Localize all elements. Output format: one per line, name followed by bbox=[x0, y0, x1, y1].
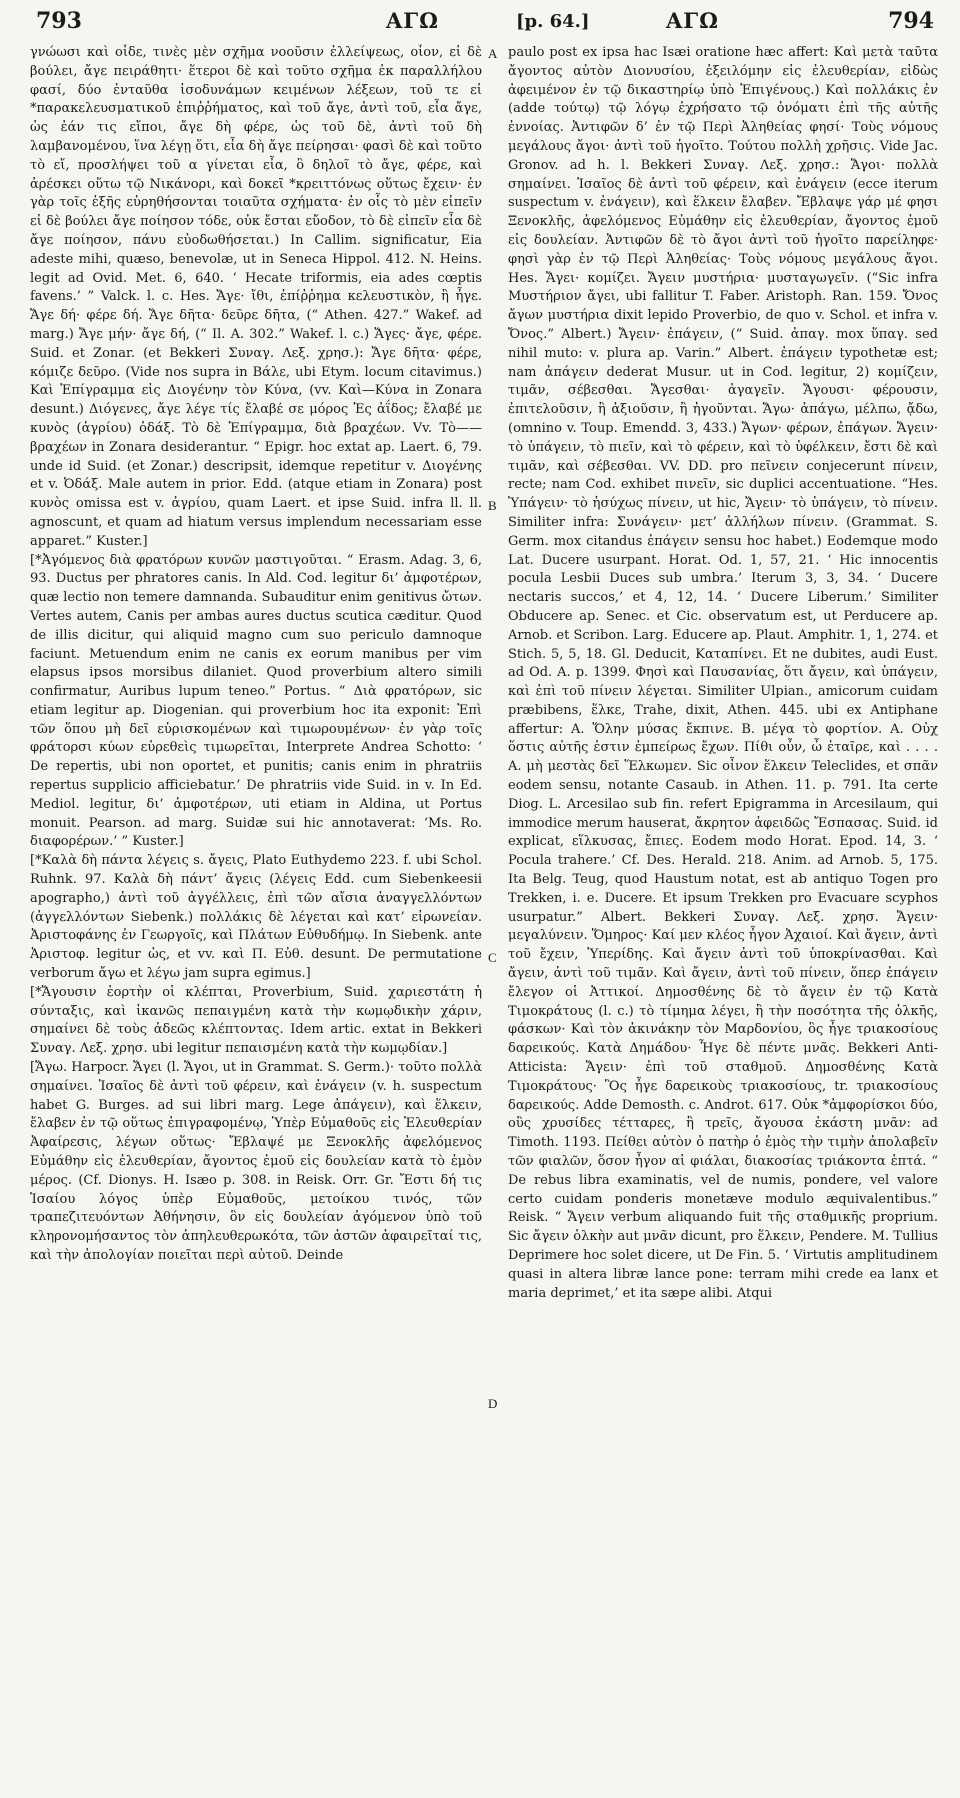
page-number-right: 794 bbox=[888, 8, 934, 34]
section-marker-a: A bbox=[488, 46, 498, 61]
left-paragraph: [*Καλὰ δὴ πάντα λέγεις s. ἄγεις, Plato Euthydemo 223. f. ubi Schol. Ruhnk. 97. Καλὰ δὴ πάντ’ ἄγεις (λέγεις Edd. cum Siebenkeesii apographo,) ἀντὶ τοῦ ἀγγέλλεις, ἐπὶ τῶν αἴσια ἀναγγελλόντων (ἀγγελλόντων Siebenk.) πολλάκις δὲ λέγεται καὶ κατ’ εἰρωνείαν. Ἀριστοφάνης ἐν Γεωργοῖς, καὶ Πλάτων Εὐθυδήμῳ. In Siebenk. ante Ἀριστοφ. legitur ὡς, et vv. καὶ Π. Εὐθ. desunt. De permutatione verborum ἄγω et λέγω jam supra egimus.] bbox=[30, 853, 482, 982]
page-header bbox=[36, 8, 934, 38]
page-reference: [p. 64.] bbox=[516, 11, 590, 32]
section-marker-d: D bbox=[488, 1396, 498, 1411]
running-title-right: ΑΓΩ bbox=[666, 8, 719, 33]
left-paragraph: [Ἄγω. Harpocr. Ἄγει (l. Ἄγοι, ut in Grammat. S. Germ.)· τοῦτο πολλὰ σημαίνει. Ἰσαῖος δὲ ἀντὶ τοῦ φέρειν, καὶ ἐνάγειν (v. h. suspectum habet G. Burges. ad sui libri marg. Lege ἀπάγειν), καὶ ἕλκειν, ἔλαβεν ἐν τῷ οὕτως ἐπιγραφομένῳ, Ὑπὲρ Εὐμαθοῦς εἰς Ἐλευθερίαν Ἀφαίρεσις, λέγων οὕτως· Ἔβλαψέ με Ξενοκλῆς ἀφελόμενος Εὐμάθην εἰς ἐλευθερίαν, ἄγοντος ἐμοῦ εἰς δουλείαν κατὰ τὸ ἐμὸν μέρος. (Cf. Dionys. H. Isæo p. 308. in Reisk. Orr. Gr. Ἔστι δή τις Ἰσαίου λόγος ὑπὲρ Εὐμαθοῦς, μετοίκου τινός, τῶν τραπεζιτευόντων Ἀθήνησιν, ὃν εἰς δουλείαν ἀγόμενον ὑπὸ τοῦ κληρονομήσαντος τὸν ἀπηλευθερωκότα, τῶν ἀστῶν ἀφαιρεῖταί τις, καὶ τὴν ἀπολογίαν ποιεῖται περὶ αὐτοῦ. Deinde bbox=[30, 1060, 482, 1263]
right-paragraph: paulo post ex ipsa hac Isæi oratione hæc affert: Καὶ μετὰ ταῦτα ἄγοντος αὐτὸν Διονυσίου, ἐξειλόμην εἰς ἐλευθερίαν, εἰδὼς ἀφειμένον ἐν τῷ δικαστηρίῳ ὑπὸ Ἐπιγένους.) Καὶ πολλάκις ἐν (adde τούτῳ) τῷ λόγῳ ἐχρήσατο τῷ ὀνόματι ἐπὶ τῆς αὐτῆς ἐννοίας. Ἀντιφῶν δ’ ἐν τῷ Περὶ Ἀληθείας φησί· Τοὺς νόμους μεγάλους ἄγοι· ἀντὶ τοῦ ἡγοῖτο. Τούτου πολλὴ χρῆσις. Vide Jac. Gronov. ad h. l. Bekkeri Συναγ. Λεξ. χρησ.: Ἄγοι· πολλὰ σημαίνει. Ἰσαῖος δὲ ἀντὶ τοῦ φέρειν, καὶ ἐνάγειν (ecce iterum suspectum v. ἐνάγειν), καὶ ἕλκειν ἔλαβεν. Ἔβλαψε γάρ μέ φησι Ξενοκλῆς, ἀφελόμενος Εὐμάθην εἰς ἐλευθερίαν, ἄγοντος ἐμοῦ εἰς δουλείαν. Ἀντιφῶν δὲ τὸ ἄγοι ἀντὶ τοῦ ἡγοῖτο παρείληφε· φησὶ γὰρ ἐν τῷ Περὶ Ἀληθείας· Τοὺς νόμους μεγάλους ἄγοι. Hes. Ἄγει· κομίζει. Ἄγειν μυστήρια· μυσταγωγεῖν. (“Sic infra Μυστήριον ἄγει, ubi fallitur T. Faber. Aristoph. Ran. 159. Ὄνος ἄγων μυστήρια dixit lepido Proverbio, de quo v. Schol. et infra v. Ὄνος.” Albert.) Ἄγειν· ἐπάγειν, (“ Suid. ἀπαγ. mox ὕπαγ. sed nihil muto: v. plura ap. Varin.” Albert. ἐπάγειν typothetæ est; nam ἀπάγειν dederat Musur. ut in Cod. legitur, 2) κομίζειν, τιμᾶν, σέβεσθαι. Ἄγεσθαι· ἀγαγεῖν. Ἄγουσι· φέρουσιν, ἐπιτελοῦσιν, ἢ ἀξιοῦσιν, ἢ ἡγοῦνται. Ἄγω· ἀπάγω, μέλπω, ᾄδω, (omnino v. Toup. Emendd. 3, 433.) Ἄγων· φέρων, ἐπάγων. Ἄγειν· τὸ ὑπάγειν, τὸ πιεῖν, καὶ τὸ φέρειν, καὶ τὸ ὑφέλκειν, ἔστι δὲ καὶ τιμᾶν, καὶ σέβεσθαι. VV. DD. pro πεῖνειν conjecerunt πίνειν, recte; nam Cod. exhibet πινεῖν, sic duplici accentuatione. “Hes. Ὑπάγειν· τὸ ἡσύχως πίνειν, ut hic, Ἄγειν· τὸ ὑπάγειν, τὸ πίνειν. Similiter infra: Συνάγειν· μετ’ ἀλλήλων πίνειν. (Grammat. S. Germ. mox citandus ἐπάγειν sensu hoc habet.) Eodemque modo Lat. Ducere usurpant. Horat. Od. 1, 57, 21. ‘ Hic innocentis pocula Lesbii Duces sub umbra.’ Iterum 3, 3, 34. ‘ Ducere nectaris succos,’ et 4, 12, 14. ‘ Ducere Liberum.’ Similiter Obducere ap. Senec. et Cic. observatum est, ut Perducere ap. Arnob. et Scribon. Larg. Educere ap. Plaut. Amphitr. 1, 1, 274. et Stich. 5, 5, 18. Gl. Deducit, Καταπίνει. Et ne dubites, audi Eust. ad Od. A. p. 1399. Φησὶ καὶ Παυσανίας, ὅτι ἄγειν, καὶ ὑπάγειν, καὶ ἐπὶ τοῦ πίνειν λέγεται. Similiter Ulpian., amicorum cuidam præbibens, ἕλκε, Trahe, dixit, Athen. 445. ubi ex Antiphane affertur: A. Ὅλην μύσας ἔκπινε. B. μέγα τὸ φορτίον. A. Οὐχ ὅστις αὐτῆς ἐστιν ἐμπείρως ἔχων. Πίθι οὖν, ὦ ἐταῖρε, καὶ . . . . A. μὴ μεστὰς δεῖ Ἕλκωμεν. Sic οἶνον ἕλκειν Teleclides, et σπᾶν eodem sensu, notante Casaub. in Athen. 11. p. 791. Ita certe Diog. L. Arcesilao sub fin. refert Epigramma in Arcesilaum, qui immodice merum hauserat, ἄκρητον ἀφειδῶς Ἔσπασας. Suid. id explicat, εἵλκυσας, ἔπιες. Eodem modo Horat. Epod. 14, 3. ‘ Pocula trahere.’ Cf. Des. Herald. 218. Anim. ad Arnob. 5, 175. Ita Belg. Teug, quod Haustum notat, est ab antiquo Togen pro Trekken, i. e. Ducere. Et ipsum Trekken pro Evacuare scyphos usurpatur.” Albert. Bekkeri Συναγ. Λεξ. χρησ. Ἄγειν· μεγαλύνειν. Ὅμηρος· Καί μεν κλέος ἦγον Ἀχαιοί. Καὶ ἄγειν, ἀντὶ τοῦ ἔχειν, Ὑπερίδης. Καὶ ἄγειν ἀντὶ τοῦ ὑποκρίνασθαι. Καὶ ἄγειν, ἀντὶ τοῦ τιμᾶν. Καὶ ἄγειν, ἀντὶ τοῦ πίνειν, ὅπερ ἐπάγειν ἔλεγον οἱ Ἀττικοί. Δημοσθένης δὲ τὸ ἄγειν ἐν τῷ Κατὰ Τιμοκράτους (l. c.) τὸ τίμημα λέγει, ἢ τὴν ποσότητα τῆς ὁλκῆς, φάσκων· Καὶ τὸν ἀκινάκην τὸν Μαρδονίου, ὃς ἦγε τριακοσίους δαρεικούς. Κατὰ Δημάδου· Ἦγε δὲ πέντε μνᾶς. Bekkeri Anti-Atticista: Ἄγειν· ἐπὶ τοῦ σταθμοῦ. Δημοσθένης Κατὰ Τιμοκράτους· Ὃς ἦγε δαρεικοὺς τριακοσίους, tr. τριακοσίους δαρεικούς. Adde Demosth. c. Androt. 617. Οὐκ *ἀμφορίσκοι δύο, οὓς χρυσίδες τέτταρες, ἢ τρεῖς, ἄγουσα ἑκάστη μνᾶν: ad Timoth. 1193. Πείθει αὐτὸν ὁ πατὴρ ὁ ἐμὸς τὴν τιμὴν ἀπολαβεῖν τῶν φιαλῶν, ὅσον ἦγον αἱ φιάλαι, διακοσίας τριάκοντα ἑπτά. “ De rebus libra examinatis, vel de numis, pondere, vel valore certo cuidam ponderis monetæve modulo æquivalentibus.” Reisk. “ Ἄγειν verbum aliquando fuit τῆς σταθμικῆς proprium. Sic ἄγειν ὁλκὴν aut μνᾶν dicunt, pro ἕλκειν, Pendere. M. Tullius Deprimere hoc solet dicere, ut De Fin. 5. ‘ Virtutis amplitudinem quasi in altera libræ lance pone: terram mihi crede ea lanx et maria deprimet,’ et ita sæpe alibi. Atqui bbox=[508, 45, 938, 1301]
left-column bbox=[30, 44, 482, 1788]
right-column bbox=[508, 44, 938, 1788]
page-number-left: 793 bbox=[36, 8, 82, 34]
left-paragraph: [*Ἄγουσιν ἑορτὴν οἱ κλέπται, Proverbium, Suid. χαριεστάτη ἡ σύνταξις, καὶ ἱκανῶς πεπαιγμένη κατὰ τὴν κωμῳδικὴν χάριν, σημαίνει δὲ τοὺς ἀδεῶς κλέπτοντας. Idem artic. extat in Bekkeri Συναγ. Λεξ. χρησ. ubi legitur πεπαισμένη κατὰ τὴν κωμῳδίαν.] bbox=[30, 984, 482, 1057]
section-marker-b: B bbox=[488, 498, 497, 513]
left-paragraph: γνώωσι καὶ οἶδε, τινὲς μὲν σχῆμα νοοῦσιν ἐλλείψεως, οἷον, εἰ δὲ βούλει, ἄγε πειράθητι· ἕτεροι δὲ καὶ τοῦτο σχῆμα ἐκ παραλλήλου φασί, δύο ἐνταῦθα ἰσοδυνάμων κειμένων λέξεων, τοῦ τε εἰ *παρακελευσματικοῦ ἐπιῤῥήματος, καὶ τοῦ ἄγε, ἀντὶ τοῦ, εἶα ἄγε, ὡς ἐάν τις εἴποι, ἄγε δὴ φέρε, ὡς τοῦ δὲ, ἀντὶ τοῦ δὴ λαμβανομένου, ἵνα λέγῃ ὅτι, εἶα δὴ ἄγε πείρησαι· φασὶ δὲ καὶ τοῦτο τὸ εἴ, προσλήψει τοῦ α γίνεται εἶα, ὃ δηλοῖ τὸ ἄγε, φέρε, καὶ ἀρέσκει οὕτω τῷ Νικάνορι, καὶ δοκεῖ *κρειττόνως οὕτως ἔχειν· ἐν γὰρ τοῖς ἑξῆς εὑρηθήσονται τοιαῦτα σχήματα· ἐν οἷς τὸ μὲν εἰπεῖν εἰ δὲ βούλει ἄγε ποίησον τόδε, οὐκ ἔσται εὔοδον, τὸ δὲ εἰπεῖν εἶα δὲ ἄγε ποίησον, πάνυ εὐοδωθήσεται.) In Callim. significatur, Eia adeste mihi, quæso, benevolæ, ut in Seneca Hippol. 412. N. Heins. legit ad Ovid. Met. 6, 640. ‘ Hecate triformis, eia ades cœptis favens.’ ” Valck. l. c. Hes. Ἄγε· ἴθι, ἐπίῤῥημα κελευστικὸν, ἢ ἦγε. Ἄγε δή· φέρε δή. Ἄγε δῆτα· δεῦρε δῆτα, (“ Athen. 427.” Wakef. ad marg.) Ἄγε μήν· ἄγε δή, (“ Il. A. 302.” Wakef. l. c.) Ἄγες· ἄγε, φέρε. Suid. et Zonar. (et Bekkeri Συναγ. Λεξ. χρησ.): Ἄγε δῆτα· φέρε, κόμιζε δεῦρο. (Vide nos supra in Βάλε, ubi Etym. locum citavimus.) Καὶ Ἐπίγραμμα εἰς Διογένην τὸν Κύνα, (vv. Καὶ—Κύνα in Zonara desunt.) Διόγενες, ἄγε λέγε τίς ἔλαβέ σε μόρος Ἐς ἀΐδος; ἔλαβέ με κυνὸς (ἀγρίου) ὀδάξ. Τὸ δὲ Ἐπίγραμμα, διὰ βραχέων. Vv. Τὸ——βραχέων in Zonara desiderantur. “ Epigr. hoc extat ap. Laert. 6, 79. unde id Suid. (et Zonar.) descripsit, idemque repetitur v. Διογένης et v. Ὀδάξ. Male autem in prior. Edd. (atque etiam in Zonara) post κυνὸς omissa est v. ἀγρίου, quam Laert. et ipse Suid. infra ll. ll. agnoscunt, et quam ad hiatum versus implendum necessariam esse apparet.” Kuster.] bbox=[30, 45, 482, 549]
section-marker-c: C bbox=[488, 950, 497, 965]
running-title-left: ΑΓΩ bbox=[386, 8, 439, 33]
left-paragraph: [*Ἀγόμενος διὰ φρατόρων κυνῶν μαστιγοῦται. “ Erasm. Adag. 3, 6, 93. Ductus per phratores canis. In Ald. Cod. legitur δι’ ἀμφοτέρων, quæ lectio non temere damnanda. Subauditur enim genitivus ὤτων. Vertes autem, Canis per ambas aures ductus scutica cæditur. Quod de illis dicitur, qui aliquid magno cum suo periculo damnoque faciunt. Metuendum enim ne canis ex eorum manibus per vim elapsus ipsos morsibus dilaniet. Quod proverbium altero simili confirmatur, Auribus lupum teneo.” Portus. “ Διὰ φρατόρων, sic etiam legitur ap. Diogenian. qui proverbium hoc ita exponit: Ἐπὶ τῶν ὅπου μὴ δεῖ εὑρισκομένων καὶ τιμωρουμένων· ἐν γὰρ τοῖς φράτορσι κύων εὑρεθεὶς τιμωρεῖται, Interprete Andrea Schotto: ‘ De repertis, ubi non oportet, et punitis; canis enim in phratriis repertus supplicio afficiebatur.’ De phratriis vide Suid. in v. In Ed. Mediol. legitur, δι’ ἀμφοτέρων, uti etiam in Aldina, ut Portus monuit. Pearson. ad marg. Suidæ sui hic annotaverat: ‘Ms. Ro. διαφορέρων.’ ” Kuster.] bbox=[30, 552, 482, 850]
